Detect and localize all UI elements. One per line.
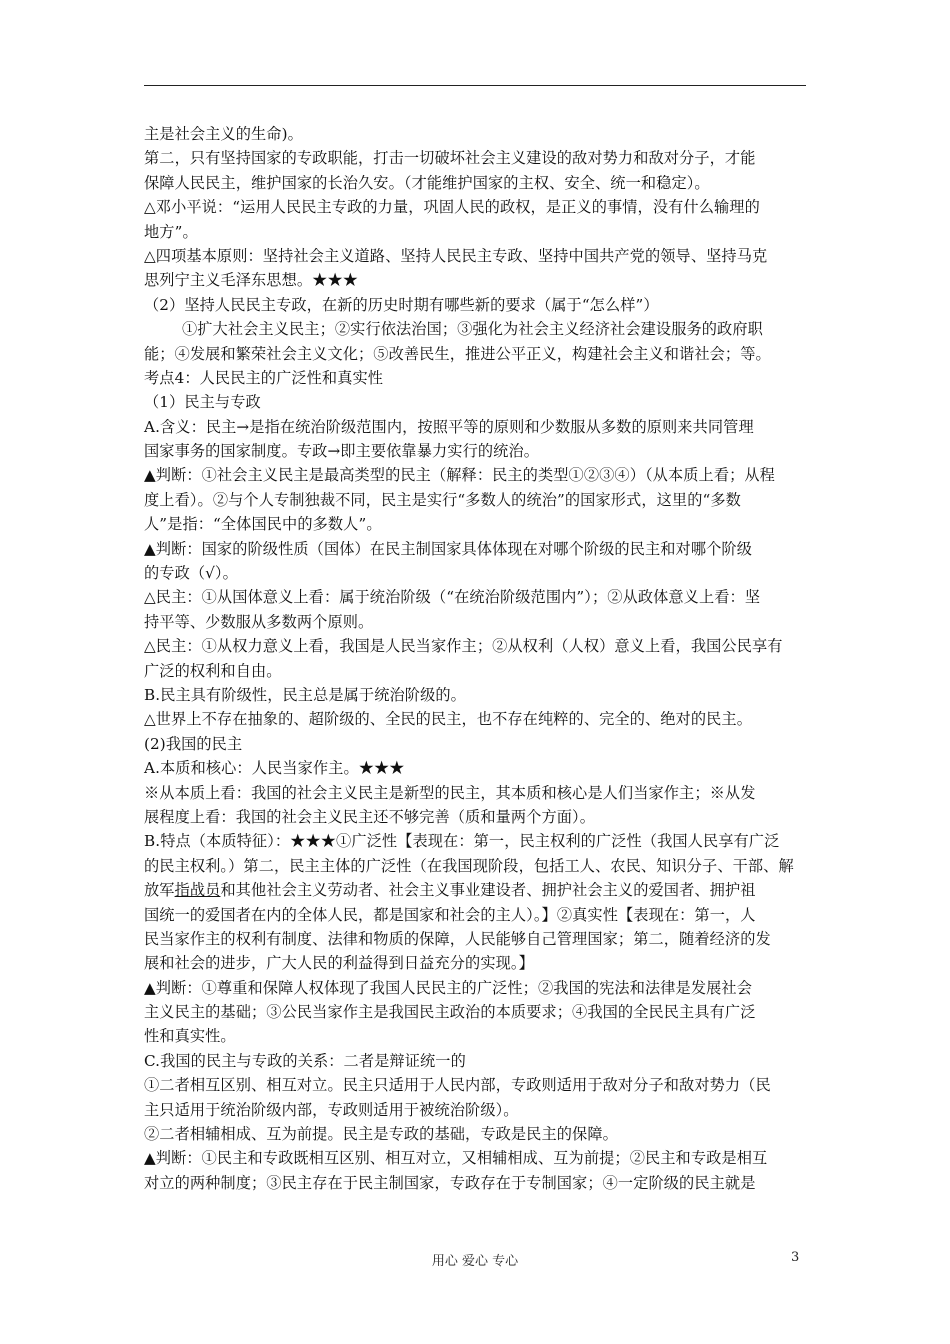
text-line: ▲判断：①社会主义民主是最高类型的民主（解释：民主的类型①②③④）（从本质上看；从程 <box>144 466 775 485</box>
text-line: 广泛的权利和自由。 <box>144 661 282 680</box>
text-line: 性和真实性。 <box>144 1027 236 1046</box>
text-line: ▲判断：①尊重和保障人权体现了我国人民民主的广泛性；②我国的宪法和法律是发展社会 <box>144 978 752 997</box>
text-line: ②二者相辅相成、互为前提。民主是专政的基础，专政是民主的保障。 <box>144 1125 618 1144</box>
text-line: 主是社会主义的生命)。 <box>144 125 303 143</box>
text-line: 的民主权利。）第二，民主主体的广泛性（在我国现阶段，包括工人、农民、知识分子、干部、解 <box>144 856 794 875</box>
text-line: △世界上不存在抽象的、超阶级的、全民的民主，也不存在纯粹的、完全的、绝对的民主。 <box>144 710 752 729</box>
text-line: 人”是指：“全体国民中的多数人”。 <box>144 515 382 534</box>
text-line: △四项基本原则：坚持社会主义道路、坚持人民民主专政、坚持中国共产党的领导、坚持马克 <box>144 246 768 265</box>
text-line: △邓小平说：“运用人民民主专政的力量，巩固人民的政权，是正义的事情，没有什么输理的 <box>144 198 760 217</box>
text-line: 主只适用于统治阶级内部，专政则适用于被统治阶级）。 <box>144 1100 519 1119</box>
text-line: 思列宁主义毛泽东思想。★★★ <box>144 271 359 290</box>
text-line: 度上看）。②与个人专制独裁不同，民主是实行“多数人的统治”的国家形式，这里的“多数 <box>144 490 741 509</box>
text-line: 展程度上看：我国的社会主义民主还不够完善（质和量两个方面）。 <box>144 807 596 826</box>
text-line <box>144 878 808 902</box>
text-line: 保障人民民主，维护国家的长治久安。（才能维护国家的主权、安全、统一和稳定）。 <box>144 173 710 192</box>
page-number: 3 <box>791 1250 800 1265</box>
text-span: 和其他社会主义劳动者、社会主义事业建设者、拥护社会主义的爱国者、拥护祖 <box>220 881 756 900</box>
document-body <box>144 122 808 1195</box>
text-line: 能；④发展和繁荣社会主义文化；⑤改善民生，推进公平正义，构建社会主义和谐社会；等。 <box>144 344 771 363</box>
text-line: C.我国的民主与专政的关系：二者是辩证统一的 <box>144 1051 466 1070</box>
section-heading: （1）民主与专政 <box>144 393 261 412</box>
text-line: 国统一的爱国者在内的全体人民，都是国家和社会的主人）。】②真实性【表现在：第一，人 <box>144 905 756 924</box>
text-span: 放军 <box>144 881 175 900</box>
text-line: B.民主具有阶级性，民主总是属于统治阶级的。 <box>144 685 466 704</box>
text-line: 主义民主的基础；③公民当家作主是我国民主政治的本质要求；④我国的全民民主具有广泛 <box>144 1003 756 1022</box>
text-line: △民主：①从权力意义上看，我国是人民当家作主；②从权利（人权）意义上看，我国公民享有 <box>144 637 783 656</box>
text-line: 第二，只有坚持国家的专政职能，打击一切破坏社会主义建设的敌对势力和敌对分子，才能 <box>144 149 756 168</box>
text-line: B.特点（本质特征）：★★★①广泛性【表现在：第一，民主权利的广泛性（我国人民享有广泛 <box>144 832 780 851</box>
text-line: ※从本质上看：我国的社会主义民主是新型的民主，其本质和核心是人们当家作主；※从发 <box>144 783 756 802</box>
text-line: 的专政（√）。 <box>144 564 238 583</box>
text-line: ▲判断：国家的阶级性质（国体）在民主制国家具体体现在对哪个阶级的民主和对哪个阶级 <box>144 539 752 558</box>
footer-motto: 用心 爱心 专心 <box>431 1254 519 1269</box>
text-line: ▲判断：①民主和专政既相互区别、相互对立，又相辅相成、互为前提；②民主和专政是相互 <box>144 1149 768 1168</box>
text-line: A.含义：民主→是指在统治阶级范围内，按照平等的原则和少数服从多数的原则来共同管理 <box>144 417 754 436</box>
text-line: ①扩大社会主义民主；②实行依法治国；③强化为社会主义经济社会建设服务的政府职 <box>182 320 763 339</box>
header-rule <box>144 85 806 86</box>
text-line: △民主：①从国体意义上看：属于统治阶级（“在统治阶级范围内”）；②从政体意义上看：坚 <box>144 588 761 607</box>
text-line: 民当家作主的权利有制度、法律和物质的保障，人民能够自己管理国家；第二，随着经济的发 <box>144 929 771 948</box>
section-heading: (2)我国的民主 <box>144 734 243 753</box>
text-line: 展和社会的进步，广大人民的利益得到日益充分的实现。】 <box>144 954 534 973</box>
text-line: 对立的两种制度；③民主存在于民主制国家，专政存在于专制国家；④一定阶级的民主就是 <box>144 1173 756 1192</box>
text-line: ①二者相互区别、相互对立。民主只适用于人民内部，专政则适用于敌对分子和敌对势力（民 <box>144 1076 771 1095</box>
underlined-term: 指战员 <box>174 881 221 900</box>
text-line: 国家事务的国家制度。专政→即主要依靠暴力实行的统治。 <box>144 442 540 461</box>
section-heading: 考点4：人民民主的广泛性和真实性 <box>144 368 384 387</box>
section-heading: （2）坚持人民民主专政，在新的历史时期有哪些新的要求（属于“怎么样”） <box>144 295 659 314</box>
text-line: 地方”。 <box>144 222 198 241</box>
text-line: 持平等、少数服从多数两个原则。 <box>144 612 374 631</box>
text-line: A.本质和核心：人民当家作主。★★★ <box>144 759 405 778</box>
